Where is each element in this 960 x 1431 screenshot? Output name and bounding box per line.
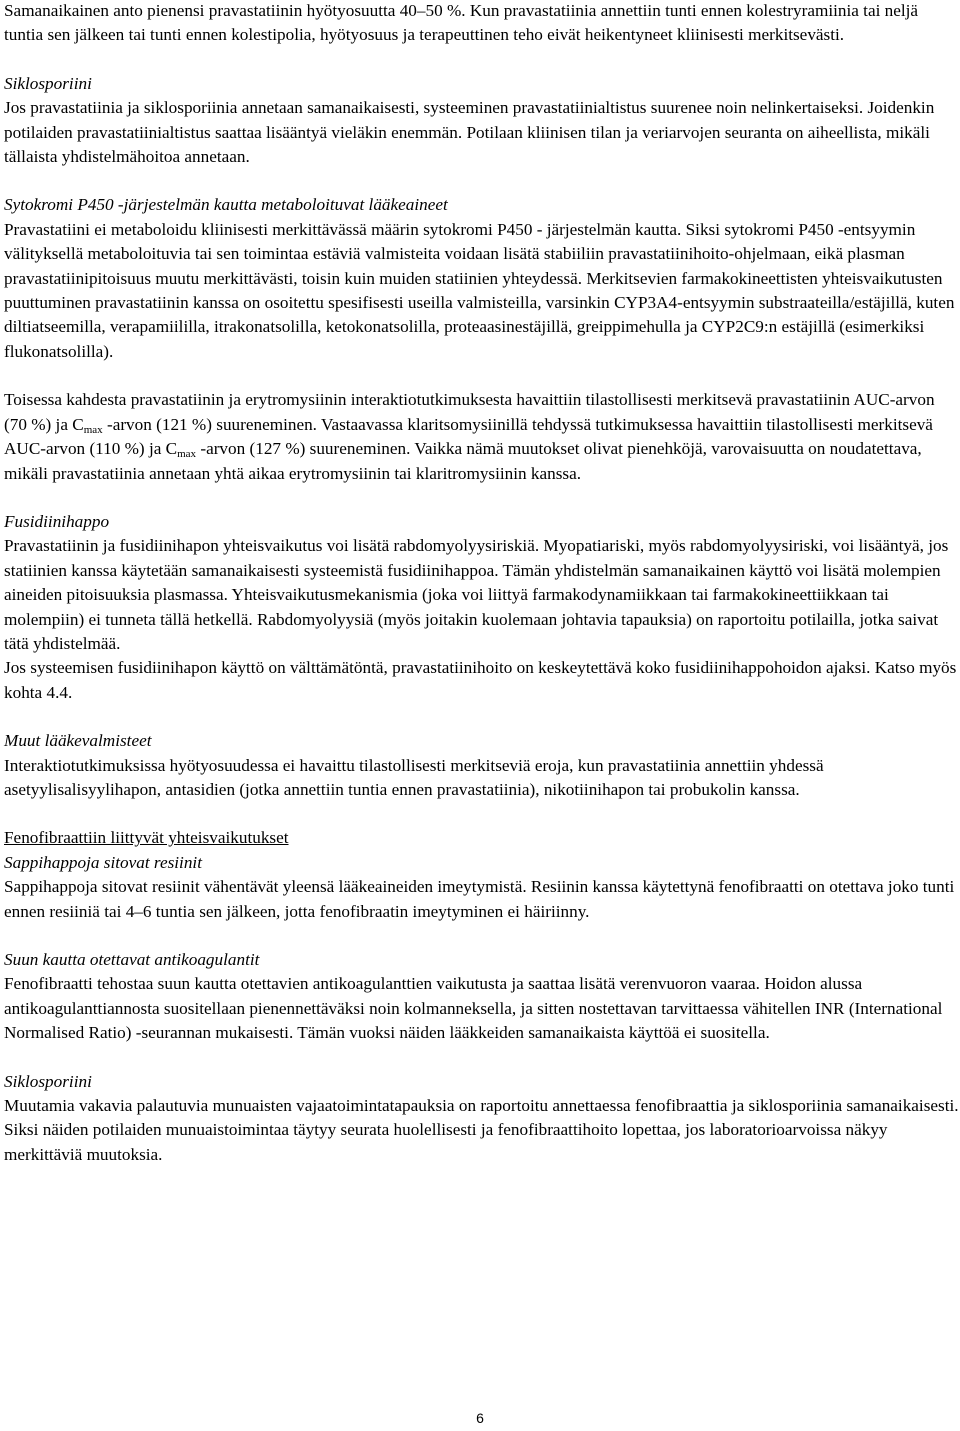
paragraph-erytromysiini: Toisessa kahdesta pravastatiinin ja erytromysiinin interaktiotutkimuksesta havaittiin tilastollisesti merkitsevä pravastatiinin AUC-arvon (70 %) ja $C_{max}$ -arvon (121 %) suureneminen. Vastaavassa klaritsomysiinillä tehdyssä tutkimuksessa havaittiin tilastollisesti merkitsevä AUC-arvon (110 %) ja $C_{max}$ -arvon (127 %) suureneminen. Vaikka nämä muutokset olivat pienehköjä, varovaisuutta on noudatettava, mikäli pravastatiinia annetaan yhtä aikaa erytromysiinin tai klaritromysiinin kanssa. [4,390,935,483]
paragraph-antikoagulantit: Fenofibraatti tehostaa suun kautta otettavien antikoagulanttien vaikutusta ja saattaa lisätä verenvuoron vaaraa. Hoidon alussa antikoagulanttiannosta suositellaan pienennettäväksi noin kolmanneksella, ja sitten nostettavan tarvittaessa vähitellen INR (International Normalised Ratio) -seurannan mukaisesti. Tämän vuoksi näiden lääkkeiden samanaikaista käyttöä ei suositella. [4,974,943,1043]
heading-fusidiinihappo: Fusidiinihappo [4,511,110,531]
paragraph-siklosporiini-2: Muutamia vakavia palautuvia munuaisten vajaatoimintatapauksia on raportoitu annettaessa fenofibraattia ja siklosporiinia samanaikaisesti. Siksi näiden potilaiden munuaistoimintaa täytyy seurata huolellisesti ja fenofibraattihoito lopettaa, jos laboratorioarvoissa näkyy merkittäviä muutoksia. [4,1096,959,1164]
heading-cyp450: Sytokromi P450 -järjestelmän kautta metaboloituvat lääkeaineet [4,195,448,215]
page-number: 6 [476,1410,484,1426]
heading-siklosporiini-1: Siklosporiini [4,73,92,93]
heading-antikoagulantit: Suun kautta otettavat antikoagulantit [4,950,260,969]
paragraph-cyp450: Pravastatiini ei metaboloidu kliinisesti merkittävässä määrin sytokromi P450 - järjestelmän kautta. Siksi sytokromi P450 -entsyymin välityksellä metaboloituvia tai sen toimintaa estäviä valmisteita voidaan lisätä stabiiliin pravastatiinihoito-ohjelmaan, eikä plasman pravastatiinipitoisuus muutu merkittävästi, toisin kuin muiden statiinien yhteydessä. Merkitsevien farmakokineettisten yhteisvaikutusten puuttuminen pravastatiinin kanssa on osoitettu spesifisesti useilla valmisteilla, varsinkin CYP3A4-entsyymin substraateilla/estäjillä, kuten diltiatseemilla, verapamiililla, itrakonatsolilla, ketokonatsolilla, proteaasinestäjillä, greippimehulla ja CYP2C9:n estäjillä (esimerkiksi flukonatsolilla). [4,219,955,361]
heading-siklosporiini-2: Siklosporiini [4,1071,92,1091]
heading-fenofibraatti: Fenofibraattiin liittyvät yhteisvaikutukset [4,828,289,848]
paragraph-intro: Samanaikainen anto pienensi pravastatiinin hyötyosuutta 40–50 %. Kun pravastatiinia annettiin tunti ennen kolestryramiinia tai neljä tuntia sen jälkeen tai tunti ennen kolestipolia, hyötyosuus ja terapeuttinen teho eivät heikentyneet kliinisesti merkitsevästi. [4,1,919,45]
subheading-sappihappoja-sitovat-resiinit: Sappihappoja sitovat resiinit [4,852,202,872]
paragraph-fusidiinihappo-1: Pravastatiinin ja fusidiinihapon yhteisvaikutus voi lisätä rabdomyolyysiriskiä. Myopatiariski, myös rabdomyolyysiriski, voi lisääntyä, jos statiinien kanssa käytetään samanaikaisesti systeemistä fusidiinihappoa. Tämän yhdistelmän samanaikainen käyttö voi lisätä molempien aineiden pitoisuuksia plasmassa. Yhteisvaikutusmekanismia (joka voi liittyä farmakodynamiikkaan tai farmakokineettiikkaan tai molempiin) ei tunneta tällä hetkellä. Rabdomyolyysiä (myös joitakin kuolemaan johtavia tapauksia) on raportoitu potilailla, jotka saivat tätä yhdistelmää. [4,536,949,653]
paragraph-fusidiinihappo-2: Jos systeemisen fusidiinihapon käyttö on välttämätöntä, pravastatiinihoito on keskeytettävä koko fusidiinihappohoidon ajaksi. Katso myös kohta 4.4. [4,658,957,702]
document-page [4,0,959,1167]
paragraph-muut-laakevalmisteet: Interaktiotutkimuksissa hyötyosuudessa ei havaittu tilastollisesti merkitseviä eroja, kun pravastatiinia annettiin yhdessä asetyylisalisyylihapon, antasidien (jotka annettiin tuntia ennen pravastatiinia), nikotiinihapon tai probukolin kanssa. [4,755,824,799]
paragraph-sappihappoja: Sappihappoja sitovat resiinit vähentävät yleensä lääkeaineiden imeytymistä. Resiinin kanssa käytettynä fenofibraatti on otettava joko tunti ennen resiiniä tai 4–6 tuntia sen jälkeen, jotta fenofibraatin imeytyminen ei häiriinny. [4,877,955,921]
paragraph-siklosporiini-1: Jos pravastatiinia ja siklosporiinia annetaan samanaikaisesti, systeeminen pravastatiinialtistus suurenee noin nelinkertaiseksi. Joidenkin potilaiden pravastatiinialtistus saattaa lisääntyä vieläkin enemmän. Potilaan kliinisen tilan ja veriarvojen seuranta on aiheellista, mikäli tällaista yhdistelmähoitoa annetaan. [4,98,935,167]
heading-muut-laakevalmisteet: Muut lääkevalmisteet [4,731,152,751]
